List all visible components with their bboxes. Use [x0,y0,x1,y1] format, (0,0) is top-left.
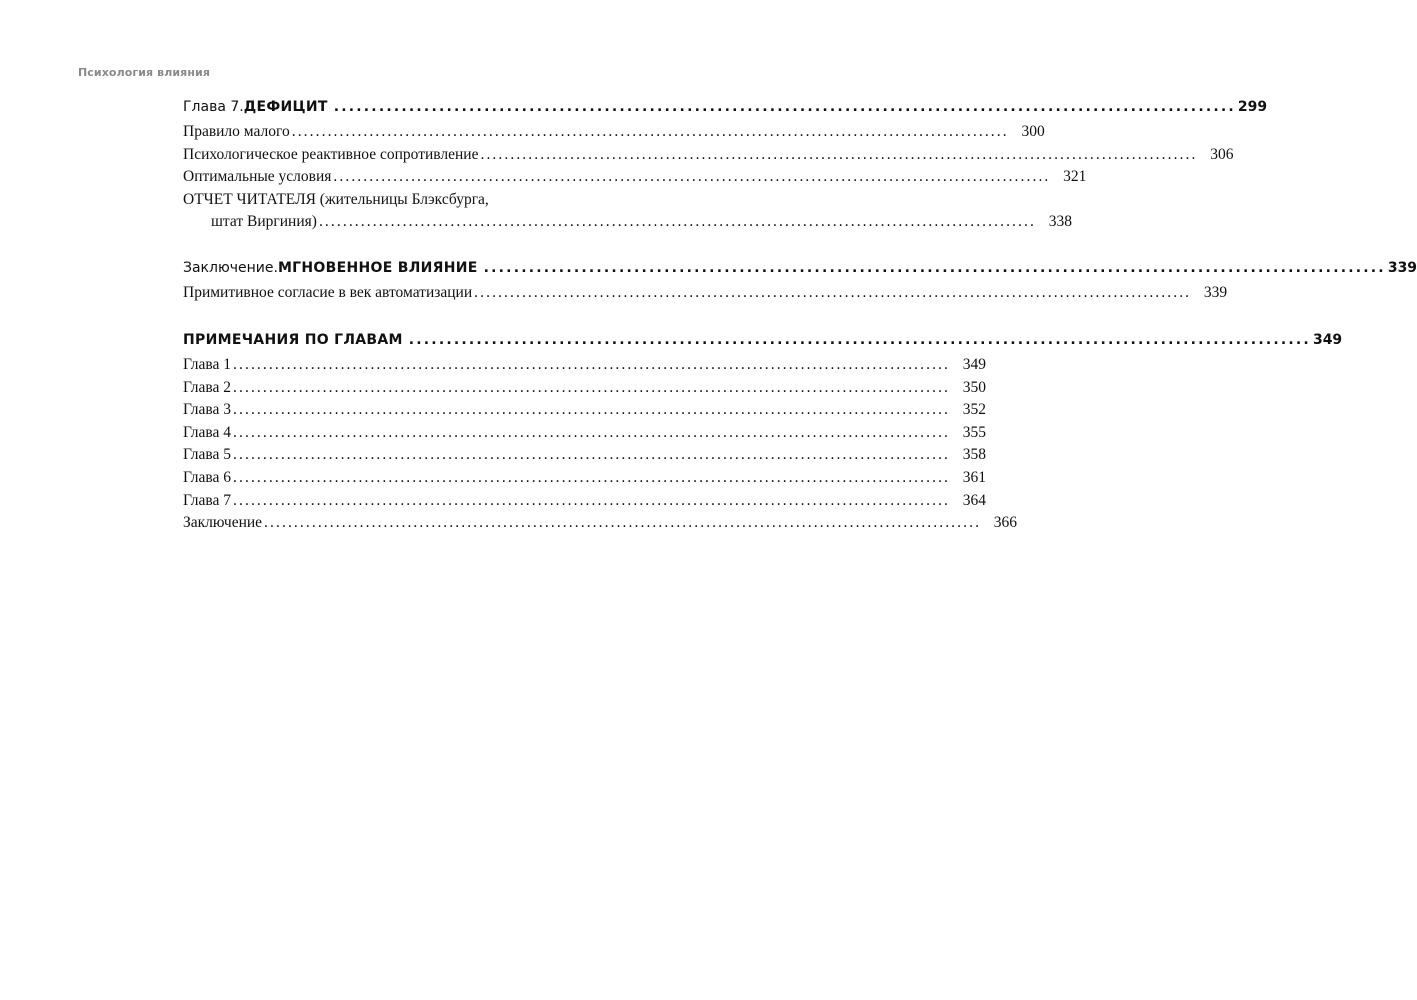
toc-entry[interactable] [183,444,987,467]
entry-label: Правило малого [183,123,290,140]
page-number: 339 [1387,260,1417,277]
dot-leader: ........................................................................................................................ [233,468,951,486]
toc-entry[interactable] [183,144,1234,167]
toc-entry[interactable] [183,166,1087,189]
section-title: ПРИМЕЧАНИЯ ПО ГЛАВАМ [183,331,403,348]
entry-label: штат Виргиния) [211,212,317,230]
dot-leader: ........................................................................................................................ [483,260,1386,277]
dot-leader: ........................................................................................................................ [233,378,951,396]
entry-label: Глава 3 [183,401,232,419]
page-number: 300 [1021,123,1045,140]
page-number: 349 [1312,331,1343,348]
toc-entry[interactable] [183,211,1072,234]
table-of-contents [183,96,1417,535]
dot-leader: ........................................................................................................................ [480,145,1198,163]
toc-entry[interactable] [183,399,987,422]
section-prefix: Заключение. [183,260,278,277]
page-number: 350 [962,378,987,396]
entry-label: Примитивное согласие в век автоматизации [183,284,473,302]
dot-leader: ........................................................................................................................ [233,446,951,464]
page-number: 355 [962,423,987,441]
running-head: Психология влияния [78,66,211,79]
toc-section-heading[interactable] [183,329,1343,351]
page-number: 321 [1063,168,1087,186]
toc-entry[interactable] [183,354,987,377]
dot-leader: ........................................................................................................................ [333,99,1236,115]
entry-label: Глава 2 [183,378,232,396]
entry-label: Психологическое реактивное сопротивление [183,145,479,163]
dot-leader: ........................................................................................................................ [291,123,1009,140]
section-prefix: Глава 7. [183,99,244,115]
dot-leader: ........................................................................................................................ [318,212,1036,230]
entry-label: Глава 4 [183,423,232,441]
page-number: 299 [1237,99,1268,115]
dot-leader: ........................................................................................................................ [233,423,951,441]
dot-leader: ........................................................................................................................ [233,491,951,509]
entry-label: Оптимальные условия [183,168,332,186]
section-title: ДЕФИЦИТ [243,99,328,115]
toc-entry[interactable] [183,422,987,445]
dot-leader: ........................................................................................................................ [233,355,951,373]
dot-leader: ........................................................................................................................ [233,401,951,419]
page-number: 338 [1048,212,1072,230]
toc-entry[interactable] [183,377,987,400]
page-number: 361 [962,468,987,486]
toc-entry[interactable] [183,282,1228,305]
entry-label: Глава 7 [183,491,232,509]
entry-label: Глава 5 [183,446,232,464]
toc-entry[interactable] [183,467,987,490]
entry-label: Глава 1 [183,355,232,373]
entry-label-first-line[interactable]: ОТЧЕТ ЧИТАТЕЛЯ (жительницы Блэксбурга, [183,190,489,208]
toc-section-heading[interactable] [183,257,1417,279]
page-number: 366 [993,514,1018,532]
toc-entry[interactable] [183,121,1045,144]
page-number: 358 [962,446,987,464]
entry-label: Заключение [183,514,263,532]
page-number: 352 [962,401,987,419]
dot-leader: ........................................................................................................................ [474,284,1192,302]
toc-section-heading[interactable] [183,96,1268,118]
dot-leader: ........................................................................................................................ [264,514,982,532]
page-number: 364 [962,491,987,509]
dot-leader: ........................................................................................................................ [408,331,1311,348]
toc-entry[interactable] [183,512,1018,535]
section-title: МГНОВЕННОЕ ВЛИЯНИЕ [277,260,478,277]
dot-leader: ........................................................................................................................ [333,168,1051,186]
page-number: 349 [962,355,987,373]
page-number: 306 [1210,145,1234,163]
entry-label: Глава 6 [183,468,232,486]
page-number: 339 [1203,284,1228,302]
toc-entry[interactable] [183,490,987,513]
